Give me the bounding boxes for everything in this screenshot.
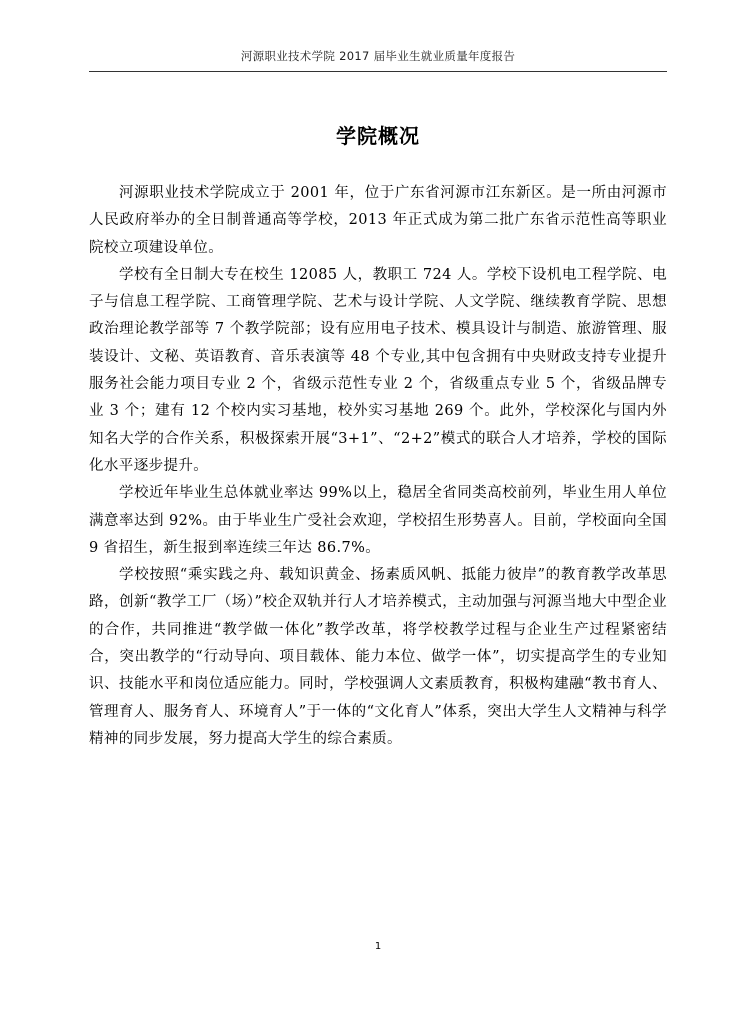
paragraph-scale: 学校有全日制大专在校生 12085 人，教职工 724 人。学校下设机电工程学院、电子与信息工程学院、工商管理学院、艺术与设计学院、人文学院、继续教育学院、思想政治理论教学部等 7 个教学院部；设有应用电子技术、模具设计与制造、旅游管理、服装设计、文秘、英语教育、音乐表演等 48 个专业,其中包含拥有中央财政支持专业提升服务社会能力项目专业 2 个，省级示范性专业 2 个，省级重点专业 5 个，省级品牌专业 3 个；建有 12 个校内实习基地，校外实习基地 269 个。此外，学校深化与国内外知名大学的合作关系，积极探索开展“3+1”、“2+2”模式的联合人才培养，学校的国际化水平逐步提升。 [89,266,667,474]
paragraph-teaching-reform: 学校按照“乘实践之舟、载知识黄金、扬素质风帆、抵能力彼岸”的教育教学改革思路，创新“教学工厂（场）”校企双轨并行人才培养模式，主动加强与河源当地大中型企业的合作，共同推进“教学做一体化”教学改革，将学校教学过程与企业生产过程紧密结合，突出教学的“行动导向、项目载体、能力本位、做学一体”，切实提高学生的专业知识、技能水平和岗位适应能力。同时，学校强调人文素质教育，积极构建融“教书育人、管理育人、服务育人、环境育人”于一体的“文化育人”体系，突出大学生人文精神与科学精神的同步发展，努力提高大学生的综合素质。 [89,567,667,747]
header-divider [89,71,667,72]
paragraph-employment: 学校近年毕业生总体就业率达 99%以上，稳居全省同类高校前列，毕业生用人单位满意率达到 92%。由于毕业生广受社会欢迎，学校招生形势喜人。目前，学校面向全国 9 省招生，新生报到率连续三年达 86.7%。 [89,485,667,556]
body-text [89,180,667,753]
paragraph-founding: 河源职业技术学院成立于 2001 年，位于广东省河源市江东新区。是一所由河源市人民政府举办的全日制普通高等学校，2013 年正式成为第二批广东省示范性高等职业院校立项建设单位。 [89,185,667,256]
running-header: 河源职业技术学院 2017 届毕业生就业质量年度报告 [240,49,516,63]
section-title: 学院概况 [336,124,420,148]
page-number: 1 [374,941,382,952]
